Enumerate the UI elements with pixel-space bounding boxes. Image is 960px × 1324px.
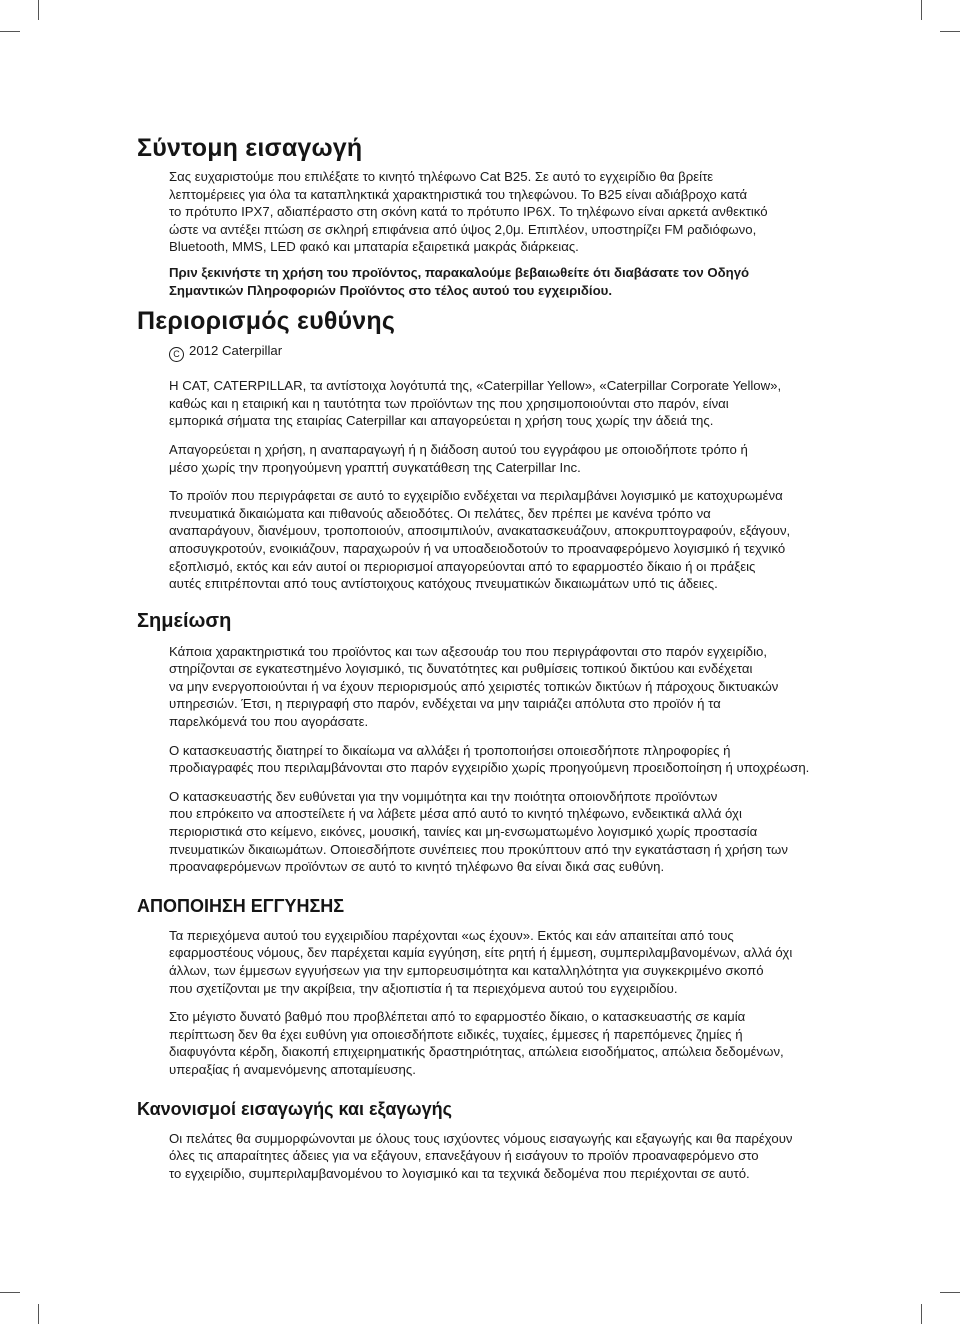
- text-line: άλλων, των έμμεσων εγγυήσεων για την εμπορευσιμότητα και καταλληλότητα για συγκεκριμένο σκοπό: [169, 963, 764, 978]
- crop-mark: [38, 1304, 39, 1324]
- text-line: όλες τις απαραίτητες άδειες για να εξάγουν, επανεξάγουν ή εισάγουν το προϊόν προαναφερόμενο στο: [169, 1148, 759, 1164]
- text-line: αναπαράγουν, διανέμουν, τροποποιούν, αποσιμπιλούν, ανακατασκευάζουν, αποκρυπτογραφούν, εξάγουν,: [169, 523, 791, 539]
- text-line: Τα περιεχόμενα αυτού του εγχειριδίου παρέχονται «ως έχουν». Εκτός και εάν απαιτείται από τους: [169, 927, 734, 943]
- crop-mark: [0, 31, 20, 32]
- copyright-text: 2012 Caterpillar: [189, 343, 283, 359]
- document-page: [137, 130, 827, 1182]
- text-line: ώστε να αντέξει πτώση σε σκληρή επιφάνεια από ύψος 2,0μ. Επιπλέον, υποστηρίζει FM ραδιόφωνο,: [169, 221, 757, 237]
- text-line: να μην ενεργοποιούνται ή να έχουν περιορισμούς από χειριστές τοπικών δικτύων ή πάροχους δικτυακών: [169, 678, 779, 694]
- crop-mark: [921, 0, 922, 20]
- text-line: Ο κατασκευαστής διατηρεί το δικαίωμα να αλλάξει ή τροποποιήσει οποιεσδήποτε πληροφορίες ή: [169, 742, 731, 758]
- text-line: Σας ευχαριστούμε που επιλέξατε το κινητό τηλέφωνο Cat B25. Σε αυτό το εγχειρίδιο θα βρείτε: [169, 169, 714, 184]
- copyright-line: [169, 342, 827, 362]
- text-line: Πριν ξεκινήστε τη χρήση του προϊόντος, παρακαλούμε βεβαιωθείτε ότι διαβάσατε τον Οδηγό: [169, 264, 750, 280]
- import-export-section: [169, 1130, 827, 1183]
- text-line: καθώς και η εταιρική και η ταυτότητα των προϊόντων της που χρησιμοποιούνται στο παρόν, είναι: [169, 395, 729, 411]
- intro-heading: Σύντομη εισαγωγή: [137, 134, 363, 162]
- text-line: Σημαντικών Πληροφοριών Προϊόντος στο τέλος αυτού του εγχειριδίου.: [169, 282, 612, 298]
- text-line: το πρότυπο IPX7, αδιαπέραστο στη σκόνη κατά το πρότυπο IP6X. Το τηλέφωνο είναι αρκετά ανθεκτικό: [169, 204, 768, 220]
- text-line: αποσυγκροτούν, ενοικιάζουν, παραχωρούν ή να υποαδειοδοτούν το προαναφερόμενο λογισμικό ή τεχνικό: [169, 540, 786, 556]
- text-line: που επρόκειτο να αποστείλετε ή να λάβετε μέσα από αυτό το κινητό τηλέφωνο, ενδεικτικά αλλά όχι: [169, 806, 742, 822]
- copyright-icon: C: [169, 347, 184, 362]
- text-line: Απαγορεύεται η χρήση, η αναπαραγωγή ή η διάδοση αυτού του εγγράφου με οποιοδήποτε τρόπο ή: [169, 441, 748, 457]
- intro-notice: [169, 264, 827, 299]
- text-line: που σχετίζονται με την ακρίβεια, την αξιοπιστία ή τα περιεχόμενα αυτού του εγχειριδίου.: [169, 980, 678, 996]
- note-section: [169, 643, 827, 876]
- text-line: προαναφερόμενων προϊόντων σε αυτό το κινητό τηλέφωνο θα είναι δικά σας ευθύνη.: [169, 859, 665, 875]
- warranty-section: [169, 927, 827, 1079]
- crop-mark: [921, 1304, 922, 1324]
- text-line: περιοριστικά στο κείμενο, εικόνες, μουσική, ταινίες και μη-ενσωματωμένο λογισμικό χωρίς προστασία: [169, 824, 758, 840]
- crop-mark: [0, 1292, 20, 1293]
- text-line: Στο μέγιστο δυνατό βαθμό που προβλέπεται από το εφαρμοστέο δίκαιο, ο κατασκευαστής σε καμία: [169, 1009, 746, 1025]
- disclaimer-heading: Περιορισμός ευθύνης: [137, 307, 396, 336]
- text-line: εμπορικά σήματα της εταιρίας Caterpillar και απαγορεύεται η χρήση τους χωρίς την άδειά της.: [169, 413, 714, 429]
- text-line: περίπτωση δεν θα έχει ευθύνη για οποιεσδήποτε ειδικές, τυχαίες, έμμεσες ή παρεπόμενες ζημίες ή: [169, 1026, 743, 1042]
- disclaimer-paragraph: [169, 441, 827, 476]
- text-line: στηρίζονται σε εγκατεστημένο λογισμικό, τις δυνατότητες και ρυθμίσεις τοπικού δικτύου και ενδέχεται: [169, 661, 753, 677]
- text-line: Η CAT, CATERPILLAR, τα αντίστοιχα λογότυπά της, «Caterpillar Yellow», «Caterpillar Corporate Yellow»,: [169, 378, 782, 394]
- text-line: πνευματικά δικαιώματα και πιθανούς αδειοδότες. Οι πελάτες, δεν πρέπει με κανένα τρόπο να: [169, 505, 711, 521]
- text-line: εφαρμοστέους νόμους, δεν παρέχεται καμία εγγύηση, είτε ρητή ή έμμεση, συμπεριλαμβανομένων, αλλά όχι: [169, 945, 793, 961]
- text-line: Κάποια χαρακτηριστικά του προϊόντος και των αξεσουάρ του που περιγράφονται στο παρόν εγχειρίδιο,: [169, 643, 768, 659]
- text-line: προδιαγραφές που περιλαμβάνονται στο παρόν εγχειρίδιο χωρίς προηγούμενη προειδοποίηση ή υποχρέωση.: [169, 760, 810, 776]
- note-paragraph: [169, 643, 827, 731]
- text-line: παρελκόμενά του που αγοράσατε.: [169, 714, 369, 730]
- import-export-paragraph: [169, 1130, 827, 1183]
- text-line: το εγχειρίδιο, συμπεριλαμβανομένου το λογισμικό και τα τεχνικά δεδομένα που περιέχονται σε αυτό.: [169, 1165, 750, 1181]
- text-line: Οι πελάτες θα συμμορφώνονται με όλους τους ισχύοντες νόμους εισαγωγής και εξαγωγής και θα παρέχουν: [169, 1130, 793, 1146]
- disclaimer-section: [169, 342, 827, 593]
- text-line: υπηρεσιών. Έτσι, η περιγραφή στο παρόν, ενδέχεται να μην ταιριάζει απόλυτα στο προϊόν ή τα: [169, 696, 721, 712]
- note-heading: Σημείωση: [137, 609, 232, 632]
- disclaimer-paragraph: [169, 487, 827, 593]
- text-line: αυτές επιτρέπονται από τους αντίστοιχους κατόχους πνευματικών δικαιωμάτων υπό τις άδειες.: [169, 576, 718, 592]
- disclaimer-paragraph: [169, 377, 827, 430]
- crop-mark: [940, 31, 960, 32]
- crop-mark: [38, 0, 39, 20]
- warranty-paragraph: [169, 1008, 827, 1078]
- text-line: Bluetooth, MMS, LED φακό και μπαταρία εξαιρετικά μακράς διάρκειας.: [169, 239, 579, 255]
- intro-paragraph: [169, 168, 827, 256]
- text-line: υπεραξίας ή αναμενόμενης αποταμίευσης.: [169, 1061, 416, 1077]
- note-paragraph: [169, 742, 827, 777]
- intro-section: [169, 168, 827, 299]
- text-line: μέσο χωρίς την προηγούμενη γραπτή συγκατάθεση της Caterpillar Inc.: [169, 459, 581, 475]
- text-line: διαφυγόντα κέρδη, διακοπή επιχειρηματικής δραστηριότητας, απώλεια εισοδήματος, απώλεια δεδομένων,: [169, 1044, 784, 1060]
- warranty-paragraph: [169, 927, 827, 997]
- text-line: Ο κατασκευαστής δεν ευθύνεται για την νομιμότητα και την ποιότητα οποιονδήποτε προϊόντων: [169, 788, 718, 804]
- text-line: εξοπλισμό, εκτός και εάν αυτοί οι περιορισμοί απαγορεύονται από το εφαρμοστέο δίκαιο ή οι πράξεις: [169, 558, 756, 574]
- import-export-heading: Κανονισμοί εισαγωγής και εξαγωγής: [137, 1098, 452, 1119]
- text-line: Το προϊόν που περιγράφεται σε αυτό το εγχειρίδιο ενδέχεται να περιλαμβάνει λογισμικό με κατοχυρωμένα: [169, 488, 783, 504]
- text-line: πνευματικών δικαιωμάτων. Οποιεσδήποτε συνέπειες που προκύπτουν από την εγκατάσταση ή χρήση των: [169, 841, 788, 857]
- text-line: λεπτομέρειες για όλα τα καταπληκτικά χαρακτηριστικά του τηλεφώνου. Το B25 είναι αδιάβροχο κατά: [169, 186, 748, 202]
- warranty-heading: ΑΠΟΠΟΙΗΣΗ ΕΓΓΥΗΣΗΣ: [137, 895, 345, 916]
- crop-mark: [940, 1292, 960, 1293]
- note-paragraph: [169, 788, 827, 876]
